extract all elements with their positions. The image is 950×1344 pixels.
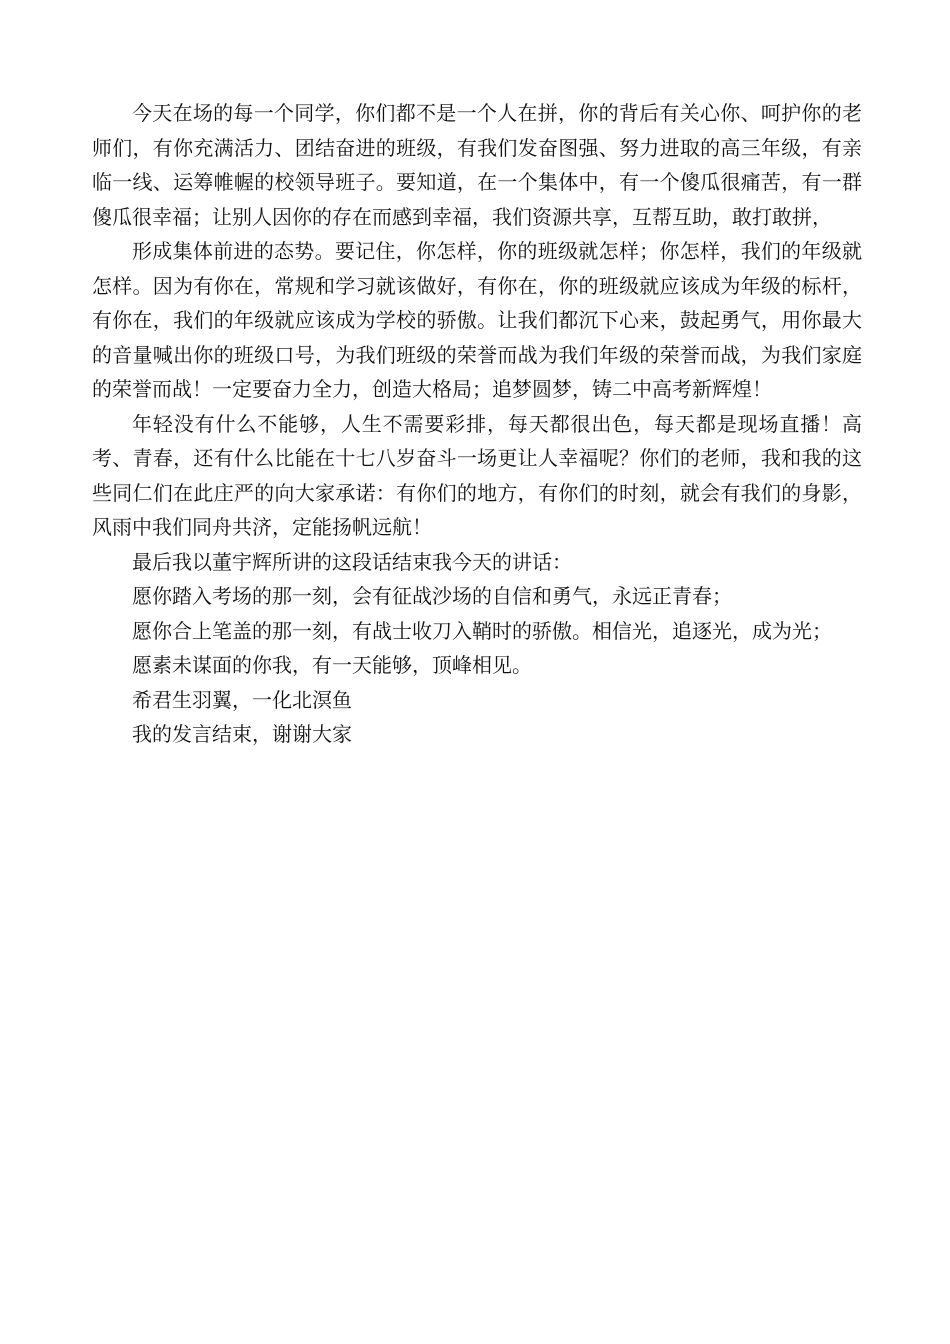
paragraph-6: 愿你合上笔盖的那一刻，有战士收刀入鞘时的骄傲。相信光，追逐光，成为光； <box>132 618 832 643</box>
paragraph-1: 今天在场的每一个同学，你们都不是一个人在拼，你的背后有关心你、呵护你的老师们，有你充满活力、团结奋进的班级，有我们发奋图强、努力进取的高三年级，有亲临一线、运筹帷幄的校领导班子。要知道，在一个集体中，有一个傻瓜很痛苦，有一群傻瓜很幸福；让别人因你的存在而感到幸福，我们资源共享，互帮互助，敢打敢拼， <box>92 101 862 229</box>
paragraph-7: 愿素未谋面的你我，有一天能够，顶峰相见。 <box>132 653 532 677</box>
paragraph-4: 最后我以董宇辉所讲的这段话结束我今天的讲话： <box>132 549 572 574</box>
paragraph-3: 年轻没有什么不能够，人生不需要彩排，每天都很出色，每天都是现场直播！高考、青春，还有什么比能在十七八岁奋斗一场更让人幸福呢？你们的老师，我和我的这些同仁们在此庄严的向大家承诺：有你们的地方，有你们的时刻，就会有我们的身影，风雨中我们同舟共济，定能扬帆远航！ <box>92 411 862 539</box>
paragraph-5: 愿你踏入考场的那一刻，会有征战沙场的自信和勇气，永远正青春； <box>132 584 732 608</box>
paragraph-2: 形成集体前进的态势。要记住，你怎样，你的班级就怎样；你怎样，我们的年级就怎样。因为有你在，常规和学习就该做好，有你在，你的班级就应该成为年级的标杆，有你在，我们的年级就应该成为学校的骄傲。让我们都沉下心来，鼓起勇气，用你最大的音量喊出你的班级口号，为我们班级的荣誉而战为我们年级的荣誉而战，为我们家庭的荣誉而战！一定要奋力全力，创造大格局；追梦圆梦，铸二中高考新辉煌！ <box>92 239 862 401</box>
paragraph-9: 我的发言结束，谢谢大家 <box>132 722 352 746</box>
document-page <box>92 96 862 752</box>
paragraph-8: 希君生羽翼，一化北溟鱼 <box>132 687 352 712</box>
